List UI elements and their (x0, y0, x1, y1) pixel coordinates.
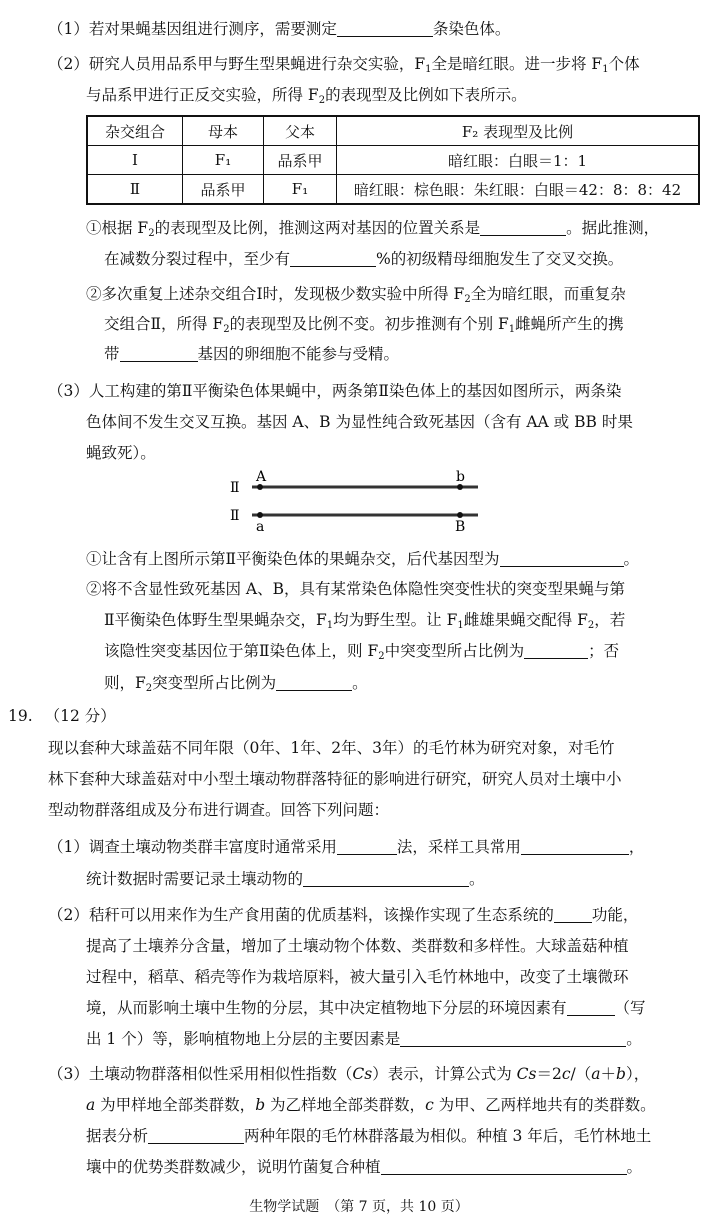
q19-part3-line1: （3）土壤动物群落相似性采用相似性指数（Cs）表示，计算公式为 Cs＝2c/（a＋b）， (48, 1065, 650, 1083)
q19-part1-line2: 统计数据时需要记录土壤动物的 。 (86, 870, 485, 888)
q19-part2-line5: 出 1 个）等，影响植物地上分层的主要因素是 。 (86, 1030, 642, 1048)
q19-part2-line4: 境，从而影响土壤中生物的分层，其中决定植物地下分层的环境因素有 （写 (86, 999, 646, 1017)
answer-blank[interactable] (337, 20, 433, 37)
q18-part3-line3: 蝇致死）。 (86, 444, 156, 462)
q18-part1: （1）若对果蝇基因组进行测序，需要测定 条染色体。 (48, 20, 511, 38)
answer-blank[interactable] (120, 345, 198, 362)
table-cell: 品系甲 (183, 175, 264, 205)
q18-part3-line1: （3）人工构建的第Ⅱ平衡染色体果蝇中，两条第Ⅱ染色体上的基因如图所示，两条染 (48, 382, 622, 400)
gene-locus (257, 512, 263, 518)
q18-sub1-line2: 在减数分裂过程中，至少有 %的初级精母细胞发生了交叉交换。 (104, 250, 624, 268)
table-cell: Ⅰ (87, 146, 183, 175)
chromosome-label: Ⅱ (230, 480, 240, 496)
table-cell: 暗红眼：白眼＝1：1 (337, 146, 700, 175)
answer-blank[interactable] (337, 838, 397, 855)
gene-label: b (456, 470, 465, 485)
gene-label: B (455, 519, 466, 532)
question-score: （12 分） (44, 707, 116, 725)
answer-blank[interactable] (290, 250, 376, 267)
q18-sub4-line3: 该隐性突变基因位于第Ⅱ染色体上，则 $F_2$中突变型所占比例为 ；否 (104, 642, 620, 662)
table-cell: F₁ (264, 175, 337, 205)
table-header-cell: F₂ 表现型及比例 (337, 116, 700, 146)
answer-blank[interactable] (521, 838, 629, 855)
q19-part3-line3: 据表分析 两种年限的毛竹林群落最为相似。种植 3 年后，毛竹林地土 (86, 1127, 652, 1145)
answer-blank[interactable] (480, 219, 566, 236)
balanced-chromosome-diagram (228, 470, 488, 532)
q19-part1-line1: （1）调查土壤动物类群丰富度时通常采用 法，采样工具常用 ， (48, 838, 645, 856)
q19-part3-line2: a 为甲样地全部类群数，b 为乙样地全部类群数，c 为甲、乙两样地共有的类群数。 (86, 1096, 656, 1114)
answer-blank[interactable] (400, 1030, 626, 1047)
q18-sub2-line1: ②多次重复上述杂交组合Ⅰ时，发现极少数实验中所得 $F_2$全为暗红眼，而重复杂 (86, 285, 626, 305)
q19-intro-line3: 型动物群落组成及分布进行调查。回答下列问题： (48, 801, 390, 819)
answer-blank[interactable] (524, 642, 588, 659)
gene-label: A (256, 470, 267, 485)
q19-part2-line2: 提高了土壤养分含量，增加了土壤动物个体数、类群数和多样性。大球盖菇种植 (86, 937, 629, 955)
gene-locus (457, 512, 463, 518)
answer-blank[interactable] (567, 999, 615, 1016)
f2-results-table (86, 115, 700, 205)
q19-part2-line3: 过程中，稻草、稻壳等作为栽培原料，被大量引入毛竹林地中，改变了土壤微环 (86, 968, 629, 986)
table-header-cell: 父本 (264, 116, 337, 146)
q19-intro-line2: 林下套种大球盖菇对中小型土壤动物群落特征的影响进行研究，研究人员对土壤中小 (48, 770, 622, 788)
q18-sub2-line3: 带 基因的卵细胞不能参与受精。 (104, 345, 400, 363)
table-row (87, 175, 699, 205)
table-header-cell: 母本 (183, 116, 264, 146)
table-cell: F₁ (183, 146, 264, 175)
q18-part3-line2: 色体间不发生交叉互换。基因 A、B 为显性纯合致死基因（含有 AA 或 BB 时果 (86, 413, 633, 431)
gene-label: a (256, 519, 265, 532)
q18-sub4-line4: 则，$F_2$突变型所占比例为 。 (104, 674, 368, 694)
answer-blank[interactable] (303, 870, 469, 887)
answer-blank[interactable] (554, 906, 592, 923)
q19-part3-line4: 壤中的优势类群数减少，说明竹菌复合种植 。 (86, 1158, 643, 1176)
q18-part2-line2: 与品系甲进行正反交实验，所得 $F_2$的表现型及比例如下表所示。 (86, 86, 527, 106)
q19-heading (8, 705, 116, 727)
q18-sub4-line2: Ⅱ平衡染色体野生型果蝇杂交，$F_1$均为野生型。让 $F_1$雌雄果蝇交配得 $F_2$，若 (104, 611, 626, 631)
q19-intro-line1: 现以套种大球盖菇不同年限（0年、1年、2年、3年）的毛竹林为研究对象，对毛竹 (48, 739, 615, 757)
answer-blank[interactable] (381, 1158, 627, 1175)
q18-sub1-line1: ①根据 $F_2$的表现型及比例，推测这两对基因的位置关系是 。据此推测， (86, 219, 660, 239)
table-header-cell: 杂交组合 (87, 116, 183, 146)
page-footer: 生物学试题 （第 7 页，共 10 页） (249, 1199, 469, 1215)
table-row (87, 146, 699, 175)
q18-sub2-line2: 交组合Ⅱ，所得 $F_2$的表现型及比例不变。初步推测有个别 $F_1$雌蝇所产生的携 (104, 315, 624, 335)
table-cell: Ⅱ (87, 175, 183, 205)
chromosome-label: Ⅱ (230, 508, 240, 524)
q18-part2-line1: （2）研究人员用品系甲与野生型果蝇进行杂交实验，$F_1$全是暗红眼。进一步将 $F_1$个体 (48, 55, 640, 75)
answer-blank[interactable] (148, 1127, 244, 1144)
answer-blank[interactable] (500, 550, 624, 567)
q18-sub4-line1: ②将不含显性致死基因 A、B，具有某常染色体隐性突变性状的突变型果蝇与第 (86, 580, 626, 598)
answer-blank[interactable] (276, 674, 352, 691)
table-header-row (87, 116, 699, 146)
q19-part2-line1: （2）秸秆可以用来作为生产食用菌的优质基料，该操作实现了生态系统的 功能， (48, 906, 639, 924)
table-cell: 暗红眼：棕色眼：朱红眼：白眼＝42：8：8：42 (337, 175, 700, 205)
q18-sub3: ①让含有上图所示第Ⅱ平衡染色体的果蝇杂交，后代基因型为 。 (86, 550, 640, 568)
table-cell: 品系甲 (264, 146, 337, 175)
question-number: 19. (8, 707, 33, 725)
